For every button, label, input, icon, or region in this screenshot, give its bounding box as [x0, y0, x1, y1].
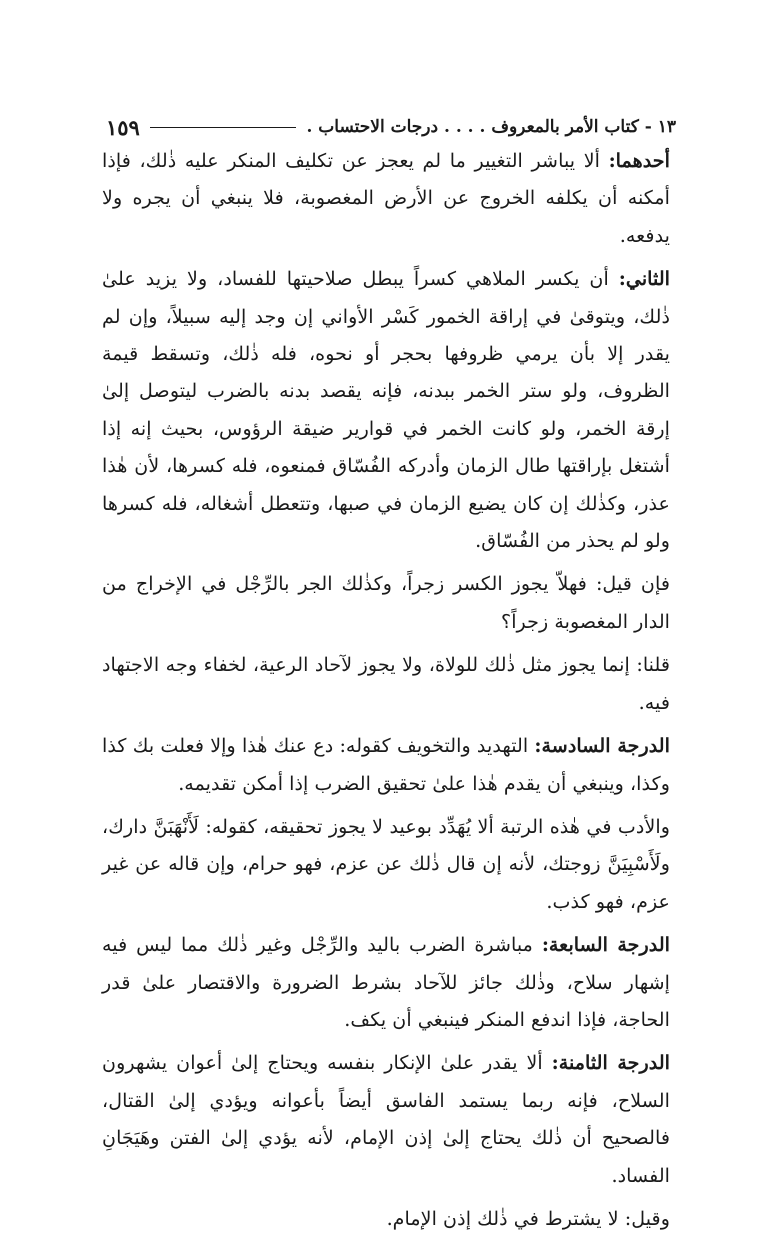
paragraph-text: قلنا: إنما يجوز مثل ذٰلك للولاة، ولا يجوز لآحاد الرعية، لخفاء وجه الاجتهاد فيه. — [102, 653, 670, 714]
paragraph-lead: أحدهما: — [608, 149, 670, 172]
paragraph-2 — [102, 260, 670, 559]
paragraph-8 — [102, 1044, 670, 1194]
paragraph-9 — [102, 1200, 670, 1237]
paragraph-5 — [102, 727, 670, 802]
header-rule — [150, 127, 297, 128]
paragraph-text: وقيل: لا يشترط في ذٰلك إذن الإمام. — [386, 1206, 670, 1230]
paragraph-text: فإن قيل: فهلاّ يجوز الكسر زجراً، وكذٰلك الجر بالرِّجْل في الإخراج من الدار المغصوبة زجراً؟ — [102, 572, 670, 633]
paragraph-text: والأدب في هٰذه الرتبة ألا يُهَدِّد بوعيد لا يجوز تحقيقه، كقوله: لَأَنْهَبَنَّ دارك، ولَأَسْبِيَنَّ زوجتك، لأنه إن قال ذٰلك عن عزم، فهو حرام، وإن قاله عن غير عزم، فهو كذب. — [102, 814, 670, 913]
page-header — [106, 112, 676, 142]
paragraph-lead: الثاني: — [618, 267, 670, 291]
running-head: ١٣ - كتاب الأمر بالمعروف . . . . درجات الاحتساب . — [306, 117, 676, 137]
paragraph-text: ألا يباشر التغيير ما لم يعجز عن تكليف المنكر عليه ذٰلك، فإذا أمكنه أن يكلفه الخروج عن الأرض المغصوبة، فلا ينبغي أن يجره ولا يدفعه. — [102, 149, 670, 247]
paragraph-lead: الدرجة الثامنة: — [551, 1051, 670, 1075]
paragraph-4 — [102, 646, 670, 721]
paragraph-text: التهديد والتخويف كقوله: دع عنك هٰذا وإلا فعلت بك كذا وكذا، وينبغي أن يقدم هٰذا علىٰ تحقيق الضرب إذا أمكن تقديمه. — [102, 734, 670, 795]
paragraph-text: أن يكسر الملاهي كسراً يبطل صلاحيتها للفساد، ولا يزيد علىٰ ذٰلك، ويتوقىٰ في إراقة الخمور كَسْر الأواني إن وجد إليه سبيلاً، وإن لم يقدر إلا بأن يرمي ظروفها بحجر أو نحوه، فله ذٰلك، وتسقط قيمة الظروف، ولو ستر الخمر ببدنه، فإنه يقصد بدنه بالضرب ليتوصل إلىٰ إرقة الخمر، ولو كانت الخمر في قوارير ضيقة الرؤوس، بحيث إنه إذا أشتغل بإراقتها طال الزمان وأدركه الفُسّاق فمنعوه، فله كسرها، لأن هٰذا عذر، وكذٰلك إن كان يضيع الزمان في صبها، وتتعطل أشغاله، فله كسرها ولو لم يحذر من الفُسّاق. — [102, 267, 670, 553]
paragraph-lead: الدرجة السادسة: — [534, 734, 670, 758]
paragraph-1 — [102, 142, 670, 254]
paragraph-lead: الدرجة السابعة: — [541, 933, 671, 957]
paragraph-6 — [102, 808, 670, 920]
body-text — [102, 142, 670, 1243]
paragraph-3 — [102, 565, 670, 640]
paragraph-text: ألا يقدر علىٰ الإنكار بنفسه ويحتاج إلىٰ أعوان يشهرون السلاح، فإنه ربما يستمد الفاسق أيضاً بأعوانه ويؤدي إلىٰ القتال، فالصحيح أن ذٰلك يحتاج إلىٰ إذن الإمام، لأنه يؤدي إلىٰ الفتن وهَيَجَانِ الفساد. — [102, 1051, 670, 1187]
paragraph-text: مباشرة الضرب باليد والرِّجْل وغير ذٰلك مما ليس فيه إشهار سلاح، وذٰلك جائز للآحاد بشرط الضرورة والاقتصار علىٰ قدر الحاجة، فإذا اندفع المنكر فينبغي أن يكف. — [102, 933, 670, 1031]
page-number: ١٥٩ — [106, 114, 140, 140]
paragraph-7 — [102, 926, 670, 1038]
